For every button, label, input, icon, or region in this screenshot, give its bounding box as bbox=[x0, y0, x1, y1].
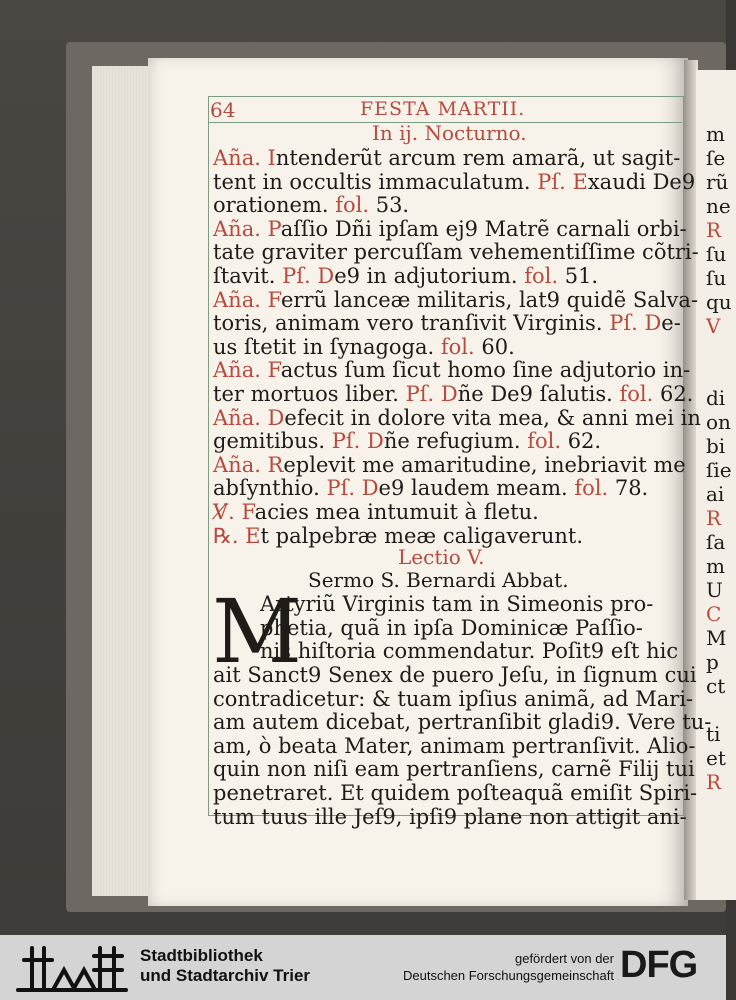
lectio-line-indented: Artyriũ Virginis tam in Simeonis pro- bbox=[260, 592, 654, 616]
facing-fragment: U bbox=[706, 578, 723, 602]
library-logo-icon bbox=[14, 940, 134, 994]
text-run: gemitibus. bbox=[213, 429, 332, 454]
lectio-line: am autem dicebat, pertranſibit gladi9. Vere tu- bbox=[213, 710, 712, 735]
rubric: Pſ. D bbox=[331, 429, 384, 454]
section-heading: In ij. Nocturno. bbox=[372, 121, 527, 145]
text-line bbox=[213, 240, 699, 264]
text-run: ñe refugium. bbox=[383, 429, 528, 454]
facing-fragment: ſu bbox=[706, 266, 727, 290]
facing-fragment: ct bbox=[706, 674, 726, 698]
rubric: fol. bbox=[335, 193, 370, 218]
facing-fragment: on bbox=[706, 410, 731, 434]
text-run: aſſio Dñi ipſam ej9 Matrẽ carnali orbi- bbox=[280, 216, 687, 241]
text-run: us ſtetit in ſynagoga. bbox=[213, 334, 441, 359]
text-run: eplevit me amaritudine, inebriavit me bbox=[283, 452, 686, 477]
rubric: fol. bbox=[574, 476, 609, 501]
facing-fragment: qu bbox=[706, 290, 732, 314]
facing-fragment: C bbox=[706, 602, 722, 626]
facing-fragment: R bbox=[706, 506, 722, 530]
text-line bbox=[213, 264, 598, 288]
text-run: xaudi De9 bbox=[587, 169, 696, 194]
text-line bbox=[213, 170, 695, 194]
lectio-line-indented: nis hiſtoria commendatur. Poſit9 eſt hic bbox=[260, 639, 679, 664]
text-run: e- bbox=[661, 311, 681, 336]
lectio-line: contradicetur: & tuam ipſius animã, ad Mari- bbox=[213, 686, 694, 711]
text-run: actus ſum ſicut homo ſine adjutorio in- bbox=[280, 358, 691, 383]
text-run: 60. bbox=[474, 334, 515, 359]
facing-fragment: ſa bbox=[706, 530, 726, 554]
facing-fragment: ai bbox=[706, 482, 725, 506]
lectio-line: tum tuus ille Jeſ9, ipſi9 plane non attigit ani- bbox=[213, 804, 687, 829]
drop-cap: M bbox=[212, 580, 303, 683]
facing-fragment: V bbox=[706, 314, 721, 338]
funder-note bbox=[366, 950, 614, 984]
rubric: fol. bbox=[440, 334, 475, 359]
library-name-line1: Stadtbibliothek bbox=[140, 946, 263, 965]
library-name bbox=[140, 946, 310, 986]
text-run: 53. bbox=[369, 193, 410, 218]
text-run: 62. bbox=[653, 382, 694, 406]
funder-line1: gefördert von der bbox=[514, 951, 614, 966]
rubric: ℞. E bbox=[213, 523, 261, 548]
text-line bbox=[213, 476, 648, 500]
text-run: ter mortuos liber. bbox=[213, 382, 406, 406]
rubric: Aña. I bbox=[213, 146, 276, 170]
text-run: toris, animam vero tranſivit Virginis. bbox=[213, 311, 610, 336]
rubric: Aña. P bbox=[213, 216, 281, 241]
library-name-line2: und Stadtarchiv Trier bbox=[140, 966, 311, 985]
text-run: 51. bbox=[558, 264, 599, 288]
text-line bbox=[213, 146, 680, 170]
text-run: tent in occultis immaculatum. bbox=[213, 169, 538, 194]
rubric: Aña. F bbox=[213, 358, 281, 383]
facing-fragment: et bbox=[706, 746, 726, 770]
text-run: 62. bbox=[561, 429, 602, 454]
facing-fragment: R bbox=[706, 218, 722, 242]
facing-fragment: ti bbox=[706, 722, 721, 746]
rubric: Pſ. D bbox=[326, 476, 379, 501]
text-line bbox=[213, 288, 698, 312]
facing-fragment: di bbox=[706, 386, 726, 410]
text-run: ñe De9 ſalutis. bbox=[457, 382, 620, 406]
facing-fragment: ne bbox=[706, 194, 731, 218]
facing-fragment: ſe bbox=[706, 146, 726, 170]
facing-fragment: M bbox=[706, 626, 727, 650]
running-title: FESTA MARTII. bbox=[360, 98, 526, 120]
text-line bbox=[213, 524, 583, 548]
lectio-line: ait Sanct9 Senex de puero Jeſu, in ſignum cui bbox=[213, 663, 697, 687]
text-line bbox=[213, 453, 686, 477]
text-run: orationem. bbox=[213, 193, 336, 218]
facing-fragment: m bbox=[706, 122, 725, 146]
text-line bbox=[213, 382, 693, 406]
rubric: Aña. D bbox=[213, 405, 285, 430]
facing-fragment: m bbox=[706, 554, 725, 578]
text-line bbox=[213, 406, 701, 430]
sermon-author: Sermo S. Bernardi Abbat. bbox=[308, 568, 569, 592]
text-run: ſtavit. bbox=[213, 264, 283, 288]
text-run: tate graviter percuſſam vehementiſſime cõtri- bbox=[213, 240, 699, 265]
text-run: ntenderũt arcum rem amarã, ut sagit- bbox=[275, 146, 681, 170]
rubric: Aña. R bbox=[213, 452, 284, 477]
rubric: Pſ. D bbox=[282, 264, 335, 288]
text-run: errũ lanceæ militaris, lat9 quidẽ Salva- bbox=[280, 287, 699, 312]
facing-fragment: bi bbox=[706, 434, 726, 458]
lectio-line: quin non niſi eam pertranſiens, carnẽ Filij tui bbox=[213, 757, 695, 782]
text-line bbox=[213, 193, 409, 217]
text-run: e9 laudem meam. bbox=[378, 476, 575, 501]
text-line bbox=[213, 429, 601, 453]
lectio-line: am, ò beata Mater, animam pertranſivit. Alio- bbox=[213, 733, 696, 758]
rubric: fol. bbox=[527, 429, 562, 454]
page-number: 64 bbox=[210, 98, 236, 122]
facing-fragment: ſu bbox=[706, 242, 727, 266]
text-line bbox=[213, 335, 515, 359]
lectio-heading: Lectio V. bbox=[398, 545, 485, 569]
rubric: Pſ. D bbox=[609, 311, 662, 336]
rubric: Pſ. E bbox=[537, 169, 588, 194]
dfg-logo: DFG bbox=[620, 944, 698, 986]
rubric: V̸. F bbox=[213, 500, 255, 524]
text-line bbox=[213, 217, 687, 241]
text-run: e9 in adjutorium. bbox=[334, 264, 525, 288]
text-run: abſynthio. bbox=[213, 476, 327, 501]
facing-fragment: p bbox=[706, 650, 719, 674]
lectio-line-indented: phetia, quã in ipſa Dominicæ Paſſio- bbox=[260, 615, 643, 640]
text-run: t palpebræ meæ caligaverunt. bbox=[260, 523, 584, 548]
facing-fragment: R bbox=[706, 770, 722, 794]
text-run: acies mea intumuit à fletu. bbox=[254, 500, 539, 524]
rubric: Pſ. D bbox=[405, 382, 458, 406]
text-line bbox=[213, 500, 539, 524]
rubric: fol. bbox=[619, 382, 654, 406]
text-line bbox=[213, 311, 681, 335]
facing-fragment: ſie bbox=[706, 458, 732, 482]
rubric: fol. bbox=[524, 264, 559, 288]
funder-line2: Deutschen Forschungsgemeinschaft bbox=[402, 968, 614, 983]
facing-fragment: rũ bbox=[706, 170, 729, 194]
text-run: 78. bbox=[608, 476, 649, 501]
text-run: efecit in dolore vita mea, & anni mei in bbox=[284, 405, 701, 430]
text-line bbox=[213, 358, 690, 382]
lectio-line: penetraret. Et quidem poſteaquã emiſit Spiri- bbox=[213, 781, 698, 805]
rubric: Aña. F bbox=[213, 287, 281, 312]
